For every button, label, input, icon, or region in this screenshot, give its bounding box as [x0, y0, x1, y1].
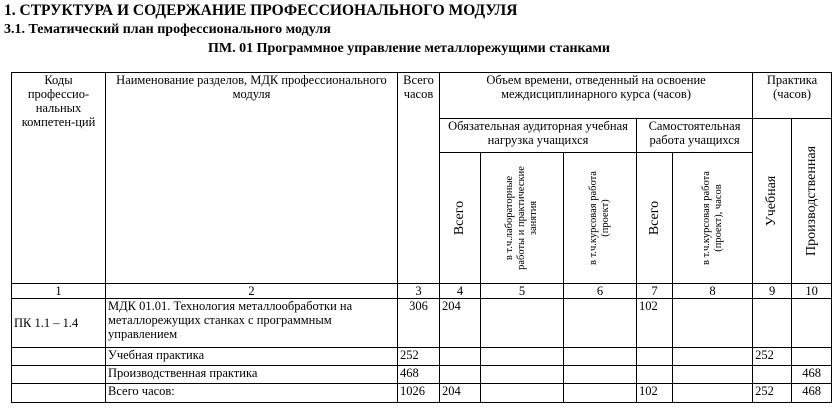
- header-production-practice: Производственная: [792, 119, 832, 284]
- column-numbers-row: [12, 284, 832, 299]
- column-number: 4: [440, 284, 481, 299]
- header-total-independent: Всего: [637, 153, 673, 284]
- column-number: 9: [753, 284, 792, 299]
- row-course-hours: [564, 366, 637, 384]
- row-independent-total: 102: [637, 299, 673, 348]
- row-name: МДК 01.01. Технология металлообработки на металлорежущих станках с программным управлением: [106, 299, 398, 348]
- row-independent-course: [673, 384, 753, 403]
- module-title: ПМ. 01 Программное управление металлорежущими станками: [208, 41, 610, 56]
- subsection-title: 3.1. Тематический план профессионального модуля: [4, 22, 331, 37]
- row-independent-total: [637, 366, 673, 384]
- row-lab-hours: [481, 384, 564, 403]
- header-name: Наименование разделов, МДК профессионального модуля: [106, 73, 398, 284]
- row-production-practice: [792, 299, 832, 348]
- row-code: [12, 348, 106, 366]
- row-total-hours: 468: [398, 366, 440, 384]
- column-number: 6: [564, 284, 637, 299]
- row-name: Учебная практика: [106, 348, 398, 366]
- column-number: 2: [106, 284, 398, 299]
- row-course-hours: [564, 384, 637, 403]
- header-codes: Коды профессио-нальных компетен-ций: [12, 73, 106, 284]
- column-number: 5: [481, 284, 564, 299]
- section-title: 1. СТРУКТУРА И СОДЕРЖАНИЕ ПРОФЕССИОНАЛЬНОГО МОДУЛЯ: [4, 2, 518, 19]
- column-number: 3: [398, 284, 440, 299]
- row-independent-course: [673, 366, 753, 384]
- row-code: ПК 1.1 – 1.4: [12, 299, 106, 348]
- row-mandatory-total: 204: [440, 299, 481, 348]
- header-mandatory: Обязательная аудиторная учебная нагрузка учащихся: [440, 119, 637, 153]
- row-independent-total: 102: [637, 384, 673, 403]
- table-row: [12, 299, 832, 348]
- table-row: [12, 348, 832, 366]
- row-code: [12, 384, 106, 403]
- row-educational-practice: [753, 299, 792, 348]
- header-total-mandatory: Всего: [440, 153, 481, 284]
- row-production-practice: 468: [792, 384, 832, 403]
- thematic-plan-table: [11, 72, 832, 403]
- header-course-work: в т.ч.курсовая работа (проект): [564, 153, 637, 284]
- row-lab-hours: [481, 366, 564, 384]
- header-total-hours: Всего часов: [398, 73, 440, 284]
- row-educational-practice: 252: [753, 384, 792, 403]
- row-lab-hours: [481, 299, 564, 348]
- header-practice: Практика (часов): [753, 73, 832, 119]
- row-mandatory-total: 204: [440, 384, 481, 403]
- row-mandatory-total: [440, 366, 481, 384]
- row-independent-course: [673, 348, 753, 366]
- row-lab-hours: [481, 348, 564, 366]
- table-row: [12, 366, 832, 384]
- row-total-hours: 252: [398, 348, 440, 366]
- row-name: Производственная практика: [106, 366, 398, 384]
- row-course-hours: [564, 299, 637, 348]
- row-educational-practice: 252: [753, 348, 792, 366]
- table-row-total: [12, 384, 832, 403]
- column-number: 1: [12, 284, 106, 299]
- header-time-volume: Объем времени, отведенный на освоение междисциплинарного курса (часов): [440, 73, 753, 119]
- row-total-hours: 1026: [398, 384, 440, 403]
- row-mandatory-total: [440, 348, 481, 366]
- row-production-practice: [792, 348, 832, 366]
- header-independent: Самостоятельная работа учащихся: [637, 119, 753, 153]
- row-code: [12, 366, 106, 384]
- column-number: 7: [637, 284, 673, 299]
- column-number: 10: [792, 284, 832, 299]
- row-independent-total: [637, 348, 673, 366]
- column-number: 8: [673, 284, 753, 299]
- header-course-work-hours: в т.ч.курсовая работа (проект), часов: [673, 153, 753, 284]
- row-total-hours: 306: [398, 299, 440, 348]
- row-production-practice: 468: [792, 366, 832, 384]
- row-course-hours: [564, 348, 637, 366]
- header-lab-works: в т.ч.лабораторные работы и практические занятия: [481, 153, 564, 284]
- header-educational-practice: Учебная: [753, 119, 792, 284]
- row-independent-course: [673, 299, 753, 348]
- row-name: Всего часов:: [106, 384, 398, 403]
- row-educational-practice: [753, 366, 792, 384]
